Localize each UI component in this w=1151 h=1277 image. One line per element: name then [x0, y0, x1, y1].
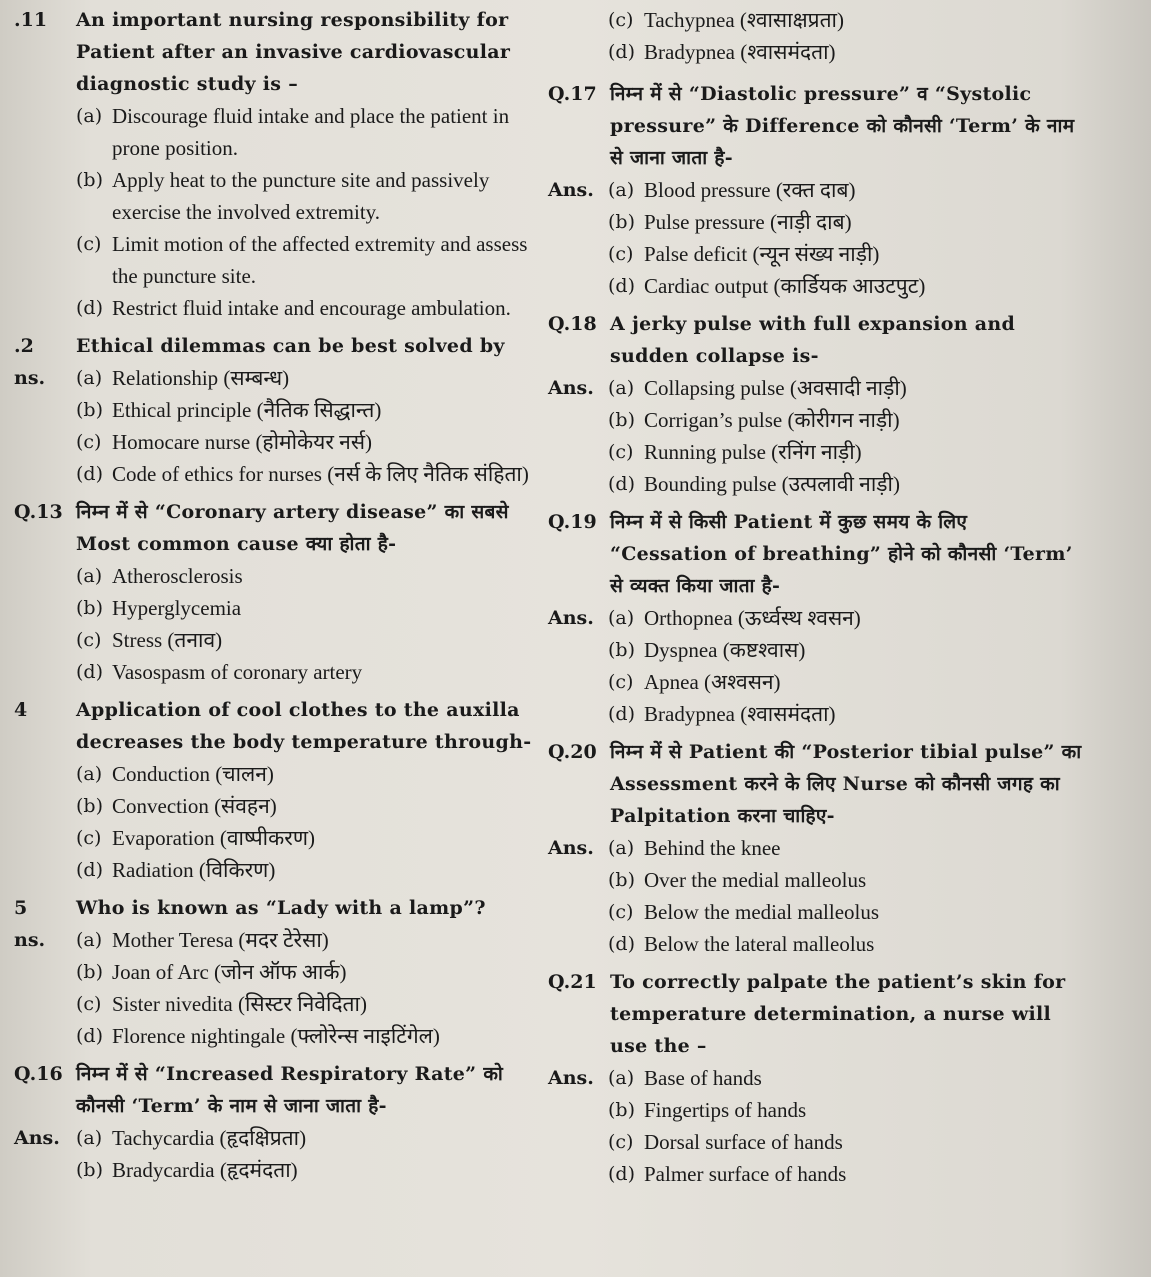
option-letter: (d): [608, 703, 635, 725]
option-letter: (a): [608, 837, 635, 859]
question-number: Q.20: [548, 741, 597, 763]
option-row: [548, 468, 1088, 500]
left-column: [14, 4, 534, 1192]
question-header: [14, 694, 534, 758]
option-letter: (c): [76, 233, 102, 255]
question-block: [548, 736, 1088, 960]
option-row: [14, 924, 534, 956]
option-letter: (c): [76, 827, 102, 849]
question-number: Q.19: [548, 511, 597, 533]
option-letter: (b): [608, 639, 635, 661]
option-text: Palmer surface of hands: [644, 1162, 847, 1186]
option-row: [14, 1020, 534, 1052]
option-row: [548, 436, 1088, 468]
option-letter: (c): [76, 431, 102, 453]
option-letter: (b): [76, 169, 103, 191]
question-text: निम्न में से “Diastolic pressure” व “Systolic pressure” के Difference को कौनसी ‘Term’ के नाम से जाना जाता है-: [610, 83, 1075, 169]
answer-label: Ans.: [14, 1127, 60, 1149]
option-row: [14, 362, 534, 394]
option-text: Running pulse (रनिंग नाड़ी): [644, 440, 862, 464]
option-row: [548, 372, 1088, 404]
options-list: [548, 372, 1088, 500]
option-row: [548, 36, 1088, 68]
option-row: [548, 1062, 1088, 1094]
option-text: Orthopnea (ऊर्ध्वस्थ श्वसन): [644, 606, 861, 630]
option-text: Collapsing pulse (अवसादी नाड़ी): [644, 376, 907, 400]
option-row: [548, 602, 1088, 634]
option-letter: (a): [608, 607, 635, 629]
option-letter: (b): [76, 795, 103, 817]
option-text: Palse deficit (न्यून संख्य नाड़ी): [644, 242, 880, 266]
question-number: .11: [14, 9, 48, 31]
answer-label: Ans.: [548, 377, 594, 399]
question-block: [548, 308, 1088, 500]
option-row: [548, 1094, 1088, 1126]
options-list: [14, 924, 534, 1052]
question-text: निम्न में से किसी Patient में कुछ समय के लिए “Cessation of breathing” होने को कौनसी ‘Term’ से व्यक्त किया जाता है-: [610, 511, 1073, 597]
answer-label: ns.: [14, 367, 46, 389]
question-header: [14, 4, 534, 100]
option-text: Radiation (विकिरण): [112, 858, 276, 882]
option-letter: (c): [608, 901, 634, 923]
option-letter: (a): [76, 763, 103, 785]
question-block: [548, 78, 1088, 302]
option-letter: (d): [608, 933, 635, 955]
option-row: [14, 1122, 534, 1154]
option-row: [14, 292, 534, 324]
option-row: [14, 458, 534, 490]
option-text: Homocare nurse (होमोकेयर नर्स): [112, 430, 373, 454]
option-row: [14, 100, 534, 164]
question-header: [548, 308, 1088, 372]
question-number: .2: [14, 335, 34, 357]
option-letter: (a): [76, 1127, 103, 1149]
option-text: Tachypnea (श्वासाक्षप्रता): [644, 8, 844, 32]
question-header: [548, 966, 1088, 1062]
options-list: [14, 1122, 534, 1186]
question-block: [548, 506, 1088, 730]
option-letter: (d): [76, 297, 103, 319]
right-column: [548, 4, 1088, 1196]
option-row: [14, 956, 534, 988]
option-row: [548, 238, 1088, 270]
option-text: Apnea (अश्वसन): [644, 670, 781, 694]
options-list: [548, 174, 1088, 302]
option-text: Fingertips of hands: [644, 1098, 807, 1122]
question-number: 4: [14, 699, 28, 721]
question-header: [14, 892, 534, 924]
option-text: Restrict fluid intake and encourage ambulation.: [112, 296, 511, 320]
options-list: [548, 602, 1088, 730]
option-row: [548, 270, 1088, 302]
option-letter: (d): [608, 473, 635, 495]
option-row: [548, 896, 1088, 928]
options-list: [14, 758, 534, 886]
option-letter: (a): [608, 1067, 635, 1089]
question-number: 5: [14, 897, 28, 919]
question-number: Q.16: [14, 1063, 63, 1085]
option-row: [548, 928, 1088, 960]
option-text: Mother Teresa (मदर टेरेसा): [112, 928, 329, 952]
option-letter: (b): [76, 1159, 103, 1181]
answer-label: ns.: [14, 929, 46, 951]
option-letter: (d): [608, 275, 635, 297]
answer-label: Ans.: [548, 837, 594, 859]
option-text: Below the medial malleolus: [644, 900, 880, 924]
option-text: Below the lateral malleolus: [644, 932, 875, 956]
question-block: [14, 4, 534, 324]
option-row: [14, 394, 534, 426]
option-letter: (c): [608, 441, 634, 463]
option-row: [14, 656, 534, 688]
option-text: Dorsal surface of hands: [644, 1130, 843, 1154]
options-list: [14, 100, 534, 324]
option-row: [14, 624, 534, 656]
option-row: [548, 1158, 1088, 1190]
option-letter: (c): [76, 993, 102, 1015]
option-row: [14, 426, 534, 458]
option-row: [548, 1126, 1088, 1158]
option-row: [548, 666, 1088, 698]
option-row: [14, 988, 534, 1020]
option-letter: (a): [76, 929, 103, 951]
option-row: [548, 4, 1088, 36]
question-header: [14, 1058, 534, 1122]
option-letter: (d): [76, 859, 103, 881]
option-row: [14, 822, 534, 854]
option-letter: (c): [608, 671, 634, 693]
option-letter: (b): [608, 409, 635, 431]
option-row: [14, 854, 534, 886]
question-block: [14, 496, 534, 688]
question-text: Who is known as “Lady with a lamp”?: [76, 897, 486, 919]
question-number: Q.13: [14, 501, 63, 523]
question-header: [548, 736, 1088, 832]
option-text: Florence nightingale (फ्लोरेन्स नाइटिंगेल): [112, 1024, 440, 1048]
question-text: निम्न में से “Increased Respiratory Rate” को कौनसी ‘Term’ के नाम से जाना जाता है-: [76, 1063, 504, 1117]
question-text: Application of cool clothes to the auxilla decreases the body temperature through-: [76, 699, 532, 753]
question-block: [14, 892, 534, 1052]
option-row: [548, 404, 1088, 436]
option-text: Evaporation (वाष्पीकरण): [112, 826, 316, 850]
option-letter: (d): [608, 1163, 635, 1185]
question-header: [548, 506, 1088, 602]
option-text: Vasospasm of coronary artery: [112, 660, 363, 684]
option-row: [548, 864, 1088, 896]
option-row: [14, 1154, 534, 1186]
option-text: Joan of Arc (जोन ऑफ आर्क): [112, 960, 347, 984]
option-letter: (c): [608, 9, 634, 31]
question-header: [14, 330, 534, 362]
question-text: To correctly palpate the patient’s skin for temperature determination, a nurse will use the –: [610, 971, 1066, 1057]
option-letter: (c): [608, 243, 634, 265]
option-text: Dyspnea (कष्टश्वास): [644, 638, 806, 662]
option-letter: (a): [608, 377, 635, 399]
option-letter: (b): [608, 1099, 635, 1121]
option-row: [548, 832, 1088, 864]
option-row: [14, 560, 534, 592]
option-text: Limit motion of the affected extremity and assess the puncture site.: [112, 232, 528, 288]
option-letter: (c): [608, 1131, 634, 1153]
option-row: [14, 790, 534, 822]
option-text: Ethical principle (नैतिक सिद्धान्त): [112, 398, 382, 422]
option-text: Discourage fluid intake and place the patient in prone position.: [112, 104, 510, 160]
question-number: Q.17: [548, 83, 597, 105]
option-letter: (b): [76, 399, 103, 421]
answer-label: Ans.: [548, 1067, 594, 1089]
option-text: Base of hands: [644, 1066, 762, 1090]
question-text: Ethical dilemmas can be best solved by: [76, 335, 505, 357]
option-text: Behind the knee: [644, 836, 781, 860]
option-text: Relationship (सम्बन्ध): [112, 366, 290, 390]
option-text: Apply heat to the puncture site and passively exercise the involved extremity.: [112, 168, 490, 224]
answer-label: Ans.: [548, 607, 594, 629]
question-text: An important nursing responsibility for Patient after an invasive cardiovascular diagnostic study is –: [76, 9, 511, 95]
options-list: [14, 560, 534, 688]
question-header: [14, 496, 534, 560]
options-list: [548, 1062, 1088, 1190]
question-block: [14, 1058, 534, 1186]
option-text: Sister nivedita (सिस्टर निवेदिता): [112, 992, 367, 1016]
option-row: [14, 228, 534, 292]
option-letter: (d): [76, 1025, 103, 1047]
option-text: Stress (तनाव): [112, 628, 223, 652]
option-text: Corrigan’s pulse (कोरीगन नाड़ी): [644, 408, 900, 432]
option-row: [14, 592, 534, 624]
question-block: [548, 966, 1088, 1190]
option-text: Bradypnea (श्वासमंदता): [644, 40, 836, 64]
option-letter: (b): [76, 597, 103, 619]
option-row: [14, 164, 534, 228]
option-text: Pulse pressure (नाड़ी दाब): [644, 210, 852, 234]
question-text: A jerky pulse with full expansion and sudden collapse is-: [610, 313, 1016, 367]
question-text: निम्न में से Patient की “Posterior tibial pulse” का Assessment करने के लिए Nurse को कौनसी जगह का Palpitation करना चाहिए-: [610, 741, 1082, 827]
option-letter: (a): [76, 565, 103, 587]
option-letter: (a): [76, 105, 103, 127]
option-letter: (a): [608, 179, 635, 201]
option-text: Cardiac output (कार्डियक आउटपुट): [644, 274, 926, 298]
option-letter: (d): [76, 661, 103, 683]
options-list: [14, 362, 534, 490]
option-row: [14, 758, 534, 790]
question-block: [14, 330, 534, 490]
option-letter: (b): [608, 869, 635, 891]
option-text: Hyperglycemia: [112, 596, 242, 620]
option-text: Bounding pulse (उत्पलावी नाड़ी): [644, 472, 900, 496]
option-text: Conduction (चालन): [112, 762, 274, 786]
option-row: [548, 634, 1088, 666]
option-letter: (b): [76, 961, 103, 983]
option-letter: (c): [76, 629, 102, 651]
option-letter: (d): [608, 41, 635, 63]
continued-options: [548, 4, 1088, 68]
option-text: Convection (संवहन): [112, 794, 277, 818]
options-list: [548, 832, 1088, 960]
option-text: Bradypnea (श्वासमंदता): [644, 702, 836, 726]
question-text: निम्न में से “Coronary artery disease” का सबसे Most common cause क्या होता है-: [76, 501, 509, 555]
option-text: Code of ethics for nurses (नर्स के लिए नैतिक संहिता): [112, 462, 529, 486]
option-letter: (a): [76, 367, 103, 389]
option-row: [548, 206, 1088, 238]
option-text: Atherosclerosis: [112, 564, 243, 588]
option-letter: (b): [608, 211, 635, 233]
question-header: [548, 78, 1088, 174]
option-row: [548, 698, 1088, 730]
option-row: [548, 174, 1088, 206]
question-number: Q.21: [548, 971, 597, 993]
option-text: Blood pressure (रक्त दाब): [644, 178, 856, 202]
option-letter: (d): [76, 463, 103, 485]
question-number: Q.18: [548, 313, 597, 335]
answer-label: Ans.: [548, 179, 594, 201]
option-text: Bradycardia (हृदमंदता): [112, 1158, 298, 1182]
option-text: Over the medial malleolus: [644, 868, 867, 892]
question-block: [14, 694, 534, 886]
option-text: Tachycardia (हृदक्षिप्रता): [112, 1126, 307, 1150]
